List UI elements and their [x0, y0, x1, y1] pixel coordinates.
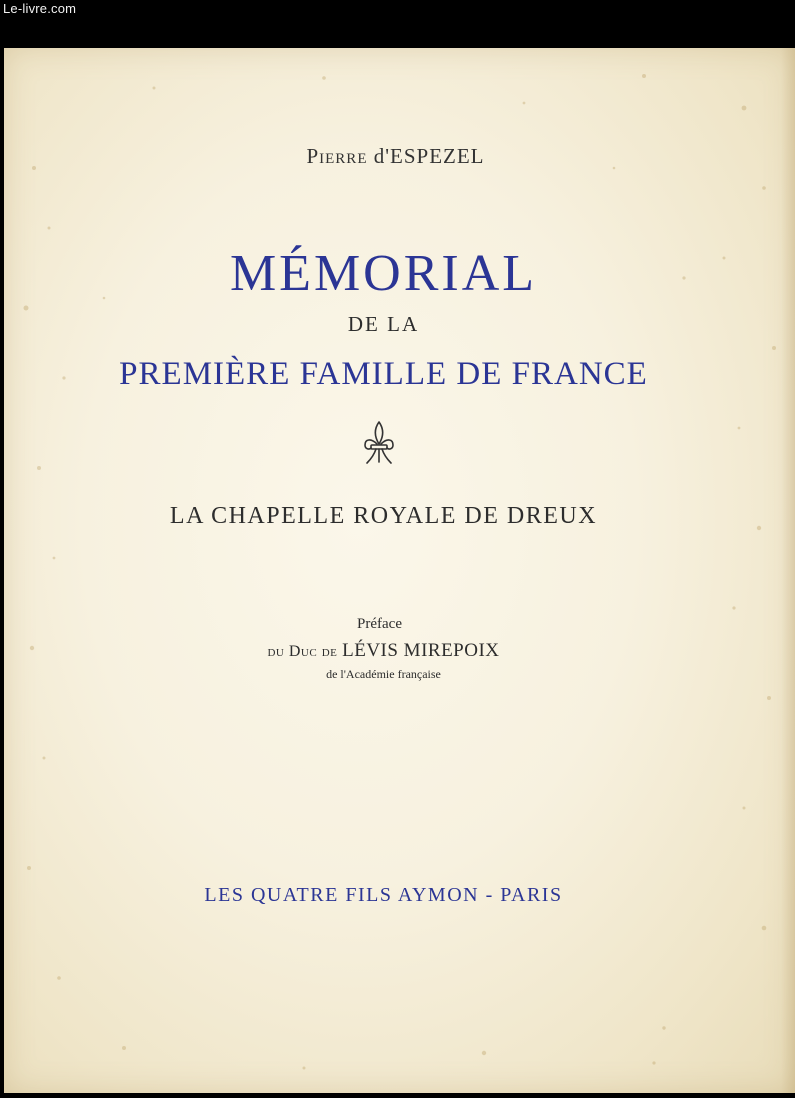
author-last-name: d'ESPEZEL	[373, 144, 485, 168]
preface-affiliation: de l'Académie française	[326, 667, 441, 681]
author-line	[0, 144, 791, 169]
watermark-text: Le-livre.com	[3, 1, 77, 16]
book-subtitle: PREMIÈRE FAMILLE DE FRANCE	[119, 356, 648, 392]
book-cover	[4, 48, 795, 1093]
preface-author-name: LÉVIS MIREPOIX	[342, 640, 500, 661]
title-connector: DE LA	[347, 312, 420, 336]
preface-author-line	[0, 640, 779, 662]
cover-edge-shadow	[781, 48, 795, 1093]
fleur-de-lis-icon	[362, 420, 396, 470]
book-title: MÉMORIAL	[229, 245, 538, 302]
author-first-name: Pierre	[306, 144, 368, 168]
chapelle-subtitle: LA CHAPELLE ROYALE DE DREUX	[169, 503, 598, 529]
preface-label: Préface	[357, 616, 402, 632]
publisher-line: LES QUATRE FILS AYMON - PARIS	[204, 884, 563, 906]
foxing-spots	[4, 48, 795, 1093]
preface-author-prefix: du Duc de	[267, 643, 338, 660]
